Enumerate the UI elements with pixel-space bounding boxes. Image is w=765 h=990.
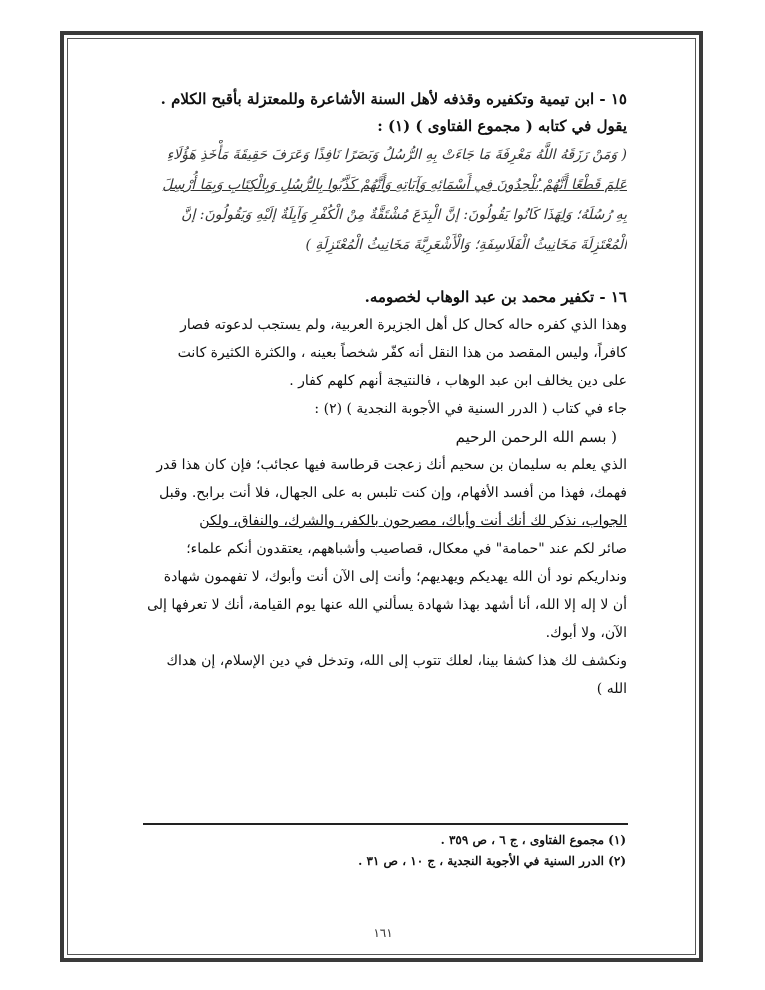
quote-line: عَلِمَ قَطْعًا أَنَّهُمْ يُلْحِدُونَ فِي أَسْمَائِهِ وَآيَاتِهِ وَأَنَّهُمْ كَذَّبُوا بِالرُّسُلِ وَبِالْكِتَابِ وَبِمَا أُرْسِلَ bbox=[162, 177, 627, 193]
page-number: ١٦١ bbox=[373, 926, 393, 940]
quote-line: الآن، ولا أبوك. bbox=[545, 625, 627, 641]
quote-line: بِهِ رُسُلَهُ؛ وَلِهَذَا كَانُوا يَقُولُونَ: إنَّ الْبِدَعَ مُشْتَقَّةٌ مِنْ الْكُفْرِ وَآيِلَةٌ إلَيْهِ وَيَقُولُونَ: إنَّ bbox=[181, 207, 627, 223]
section-15-title: ١٥ - ابن تيمية وتكفيره وقذفه لأهل السنة الأشاعرة وللمعتزلة بأقبح الكلام . bbox=[160, 90, 627, 108]
quote-line: صائر لكم عند "حمامة" في معكال، قصاصيب وأشباههم، يعتقدون أنكم علماء؛ bbox=[186, 541, 627, 557]
footnote-1: (١) مجموع الفتاوى ، ج ٦ ، ص ٣٥٩ . bbox=[440, 833, 626, 847]
durar-quote bbox=[140, 451, 627, 703]
footnote-2: (٢) الدرر السنية في الأجوبة النجدية ، ج ١٠ ، ص ٣١ . bbox=[358, 854, 626, 868]
footnote-separator bbox=[143, 823, 628, 825]
quote-line: الذي يعلم به سليمان بن سحيم أنك زعجت قرطاسة فيها عجائب؛ فإن كان هذا قدر bbox=[156, 457, 627, 473]
quote-line: ونداريكم نود أن الله يهديكم ويهديهم؛ وأنت إلى الآن أنت وأبوك، لا تفهمون شهادة bbox=[163, 569, 627, 585]
quote-line: ونكشف لك هذا كشفا بينا، لعلك تتوب إلى الله، وتدخل في دين الإسلام، إن هداك bbox=[166, 653, 627, 669]
basmala: ( بسم الله الرحمن الرحيم bbox=[455, 428, 617, 446]
body-line: وهذا الذي كفره حاله كحال كل أهل الجزيرة العربية، ولم يستجب لدعوته فصار bbox=[180, 317, 627, 333]
section-15-intro: يقول في كتابه ( مجموع الفتاوى ) (١) : bbox=[377, 117, 627, 135]
quote-line: الجواب، نذكر لك أنك أنت وأباك، مصرحون بالكفر، والشرك، والنفاق، ولكن bbox=[199, 513, 627, 529]
footnotes bbox=[300, 830, 626, 872]
page-content bbox=[140, 86, 627, 703]
body-line: على دين يخالف ابن عبد الوهاب ، فالنتيجة أنهم كلهم كفار . bbox=[289, 373, 627, 389]
quote-line: ( وَمَنْ رَزَقَهُ اللَّهُ مَعْرِفَةَ مَا جَاءَتْ بِهِ الرُّسُلُ وَبَصَرًا نَافِذًا وَعَرَفَ حَقِيقَةَ مَأْخَذِ هَؤُلَاءِ bbox=[166, 147, 627, 163]
section-16-title: ١٦ - تكفير محمد بن عبد الوهاب لخصومه. bbox=[364, 288, 627, 306]
ibn-taymiyya-quote bbox=[140, 140, 627, 260]
quote-line: فهمك، فهذا من أفسد الأفهام، وإن كنت تلبس به على الجهال، فلا أنت برابح. وقبل bbox=[159, 485, 627, 501]
quote-line: الْمُعْتَزِلَةَ مَخَانِيثُ الْفَلَاسِفَةِ؛ وَالْأَشْعَرِيَّةَ مَخَانِيثُ الْمُعْتَزِلَةِ ) bbox=[305, 237, 627, 253]
quote-line: أن لا إله إلا الله، أنا أشهد بهذا شهادة يسألني الله عنها يوم القيامة، أنك لا تعرفها إلى bbox=[147, 597, 627, 613]
section-16-body bbox=[140, 311, 627, 395]
body-line: كافراً، وليس المقصد من هذا النقل أنه كفّر شخصاً بعينه ، والكثرة الكثيرة كانت bbox=[177, 345, 627, 361]
quote-line: الله ) bbox=[596, 681, 627, 697]
section-16-source-intro: جاء في كتاب ( الدرر السنية في الأجوبة النجدية ) (٢) : bbox=[314, 401, 627, 417]
